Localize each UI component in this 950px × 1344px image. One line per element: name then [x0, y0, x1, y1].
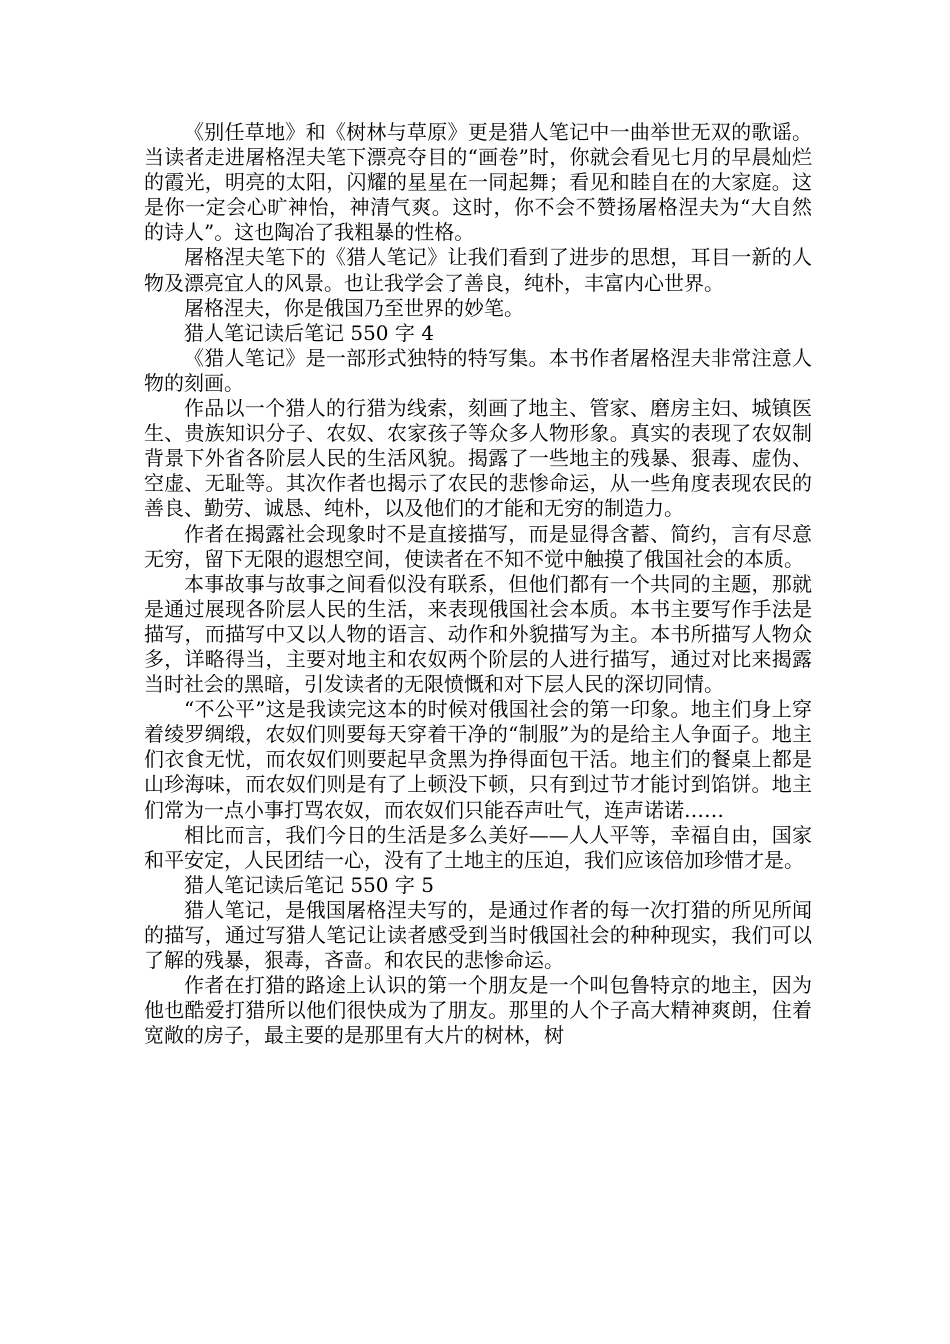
- paragraph: 作者在打猎的路途上认识的第一个朋友是一个叫包鲁特京的地主，因为他也酷爱打猎所以他们很快成为了朋友。那里的人个子高大精神爽朗，住着宽敞的房子，最主要的是那里有大片的树林，树: [144, 973, 812, 1048]
- paragraph: 相比而言，我们今日的生活是多么美好——人人平等，幸福自由，国家和平安定，人民团结一心，没有了土地主的压迫，我们应该倍加珍惜才是。: [144, 822, 812, 872]
- paragraph: 屠格涅夫，你是俄国乃至世界的妙笔。: [184, 295, 524, 320]
- section-heading: 猎人笔记读后笔记 550 字 5: [184, 872, 434, 897]
- paragraph: 屠格涅夫笔下的《猎人笔记》让我们看到了进步的思想，耳目一新的人物及漂亮宜人的风景。也让我学会了善良，纯朴，丰富内心世界。: [144, 245, 812, 295]
- paragraph: 作品以一个猎人的行猎为线索，刻画了地主、管家、磨房主妇、城镇医生、贵族知识分子、农奴、农家孩子等众多人物形象。真实的表现了农奴制背景下外省各阶层人民的生活风貌。揭露了一些地主的残暴、狠毒、虚伪、空虚、无耻等。其次作者也揭示了农民的悲惨命运，从一些角度表现农民的善良、勤劳、诚恳、纯朴，以及他们的才能和无穷的制造力。: [144, 396, 812, 521]
- paragraph: 猎人笔记，是俄国屠格涅夫写的，是通过作者的每一次打猎的所见所闻的描写，通过写猎人笔记让读者感受到当时俄国社会的种种现实，我们可以了解的残暴，狠毒，吝啬。和农民的悲惨命运。: [144, 897, 812, 973]
- paragraph: 《猎人笔记》是一部形式独特的特写集。本书作者屠格涅夫非常注意人物的刻画。: [144, 345, 812, 395]
- section-heading: 猎人笔记读后笔记 550 字 4: [184, 320, 434, 345]
- paragraph: “不公平”这是我读完这本的时候对俄国社会的第一印象。地主们身上穿着绫罗绸缎，农奴们则要每天穿着干净的“制服”为的是给主人争面子。地主们衣食无忧，而农奴们则要起早贪黑为挣得面包干活。地主们的餐桌上都是山珍海味，而农奴们则是有了上顿没下顿，只有到过节才能讨到馅饼。地主们常为一点小事打骂农奴，而农奴们只能吞声吐气，连声诺诺……: [144, 697, 812, 822]
- paragraph: 《别任草地》和《树林与草原》更是猎人笔记中一曲举世无双的歌谣。当读者走进屠格涅夫笔下漂亮夺目的“画卷”时，你就会看见七月的早晨灿烂的霞光，明亮的太阳，闪耀的星星在一同起舞；看见和睦自在的大家庭。这是你一定会心旷神怡，神清气爽。这时，你不会不赞扬屠格涅夫为“大自然的诗人”。这也陶冶了我粗暴的性格。: [144, 120, 812, 245]
- document-page: [144, 120, 812, 1048]
- paragraph: 本事故事与故事之间看似没有联系，但他们都有一个共同的主题，那就是通过展现各阶层人民的生活，来表现俄国社会本质。本书主要写作手法是描写，而描写中又以人物的语言、动作和外貌描写为主。本书所描写人物众多，详略得当，主要对地主和农奴两个阶层的人进行描写，通过对比来揭露当时社会的黑暗，引发读者的无限愤慨和对下层人民的深切同情。: [144, 571, 812, 697]
- paragraph: 作者在揭露社会现象时不是直接描写，而是显得含蓄、简约，言有尽意无穷，留下无限的遐想空间，使读者在不知不觉中触摸了俄国社会的本质。: [144, 521, 812, 571]
